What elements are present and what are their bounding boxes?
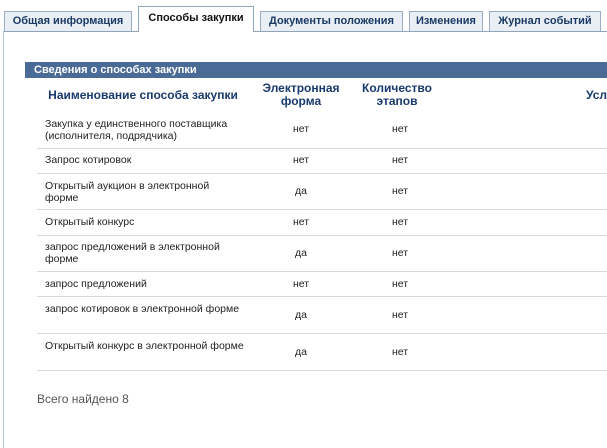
table-row[interactable] [37,236,607,272]
column-header-name[interactable]: Наименование способа закупки [48,88,238,102]
column-header-electronic[interactable]: Электронная форма [262,81,340,108]
panel-border [3,31,4,448]
section-header: Сведения о способах закупки [25,62,607,78]
stages-value: нет [391,185,409,197]
method-name: Запрос котировок [45,154,132,166]
table-row[interactable] [37,272,607,297]
electronic-form-value: нет [292,123,310,135]
tab-changes[interactable]: Изменения [409,11,483,32]
table-row[interactable] [37,174,607,210]
method-name: Открытый конкурс [45,216,135,228]
results-count: Всего найдено 8 [37,392,129,406]
table-row[interactable] [37,334,607,371]
tab-bar [4,8,607,32]
table-row[interactable] [37,297,607,334]
electronic-form-value: нет [292,278,310,290]
method-name: запрос предложений [45,278,147,290]
stages-value: нет [391,123,409,135]
stages-value: нет [391,309,409,321]
stages-value: нет [391,278,409,290]
stages-value: нет [391,154,409,166]
table-row[interactable] [37,149,607,174]
stages-value: нет [391,216,409,228]
method-name: запрос котировок в электронной форме [45,303,240,315]
tab-procurement-methods[interactable]: Способы закупки [138,6,254,32]
electronic-form-value: да [295,185,307,197]
tab-event-log[interactable]: Журнал событий [489,11,601,32]
table-row[interactable] [37,210,607,236]
stages-value: нет [391,247,409,259]
electronic-form-value: нет [292,154,310,166]
electronic-form-value: нет [292,216,310,228]
method-name: Открытый конкурс в электронной форме [45,340,244,352]
column-header-stages[interactable]: Количество этапов [362,81,432,108]
tab-general-info[interactable]: Общая информация [4,11,132,32]
electronic-form-value: да [295,346,307,358]
method-name: Открытый аукцион в электронной форме [45,180,210,204]
method-name: запрос предложений в электронной форме [45,241,220,265]
tab-divider [3,31,607,32]
column-header-conditions[interactable]: Усл [586,89,607,102]
method-name: Закупка у единственного поставщика (исполнителя, подрядчика) [45,118,228,142]
electronic-form-value: да [295,247,307,259]
tab-regulation-documents[interactable]: Документы положения [260,11,403,32]
table-row[interactable] [37,110,607,149]
electronic-form-value: да [295,309,307,321]
stages-value: нет [391,346,409,358]
